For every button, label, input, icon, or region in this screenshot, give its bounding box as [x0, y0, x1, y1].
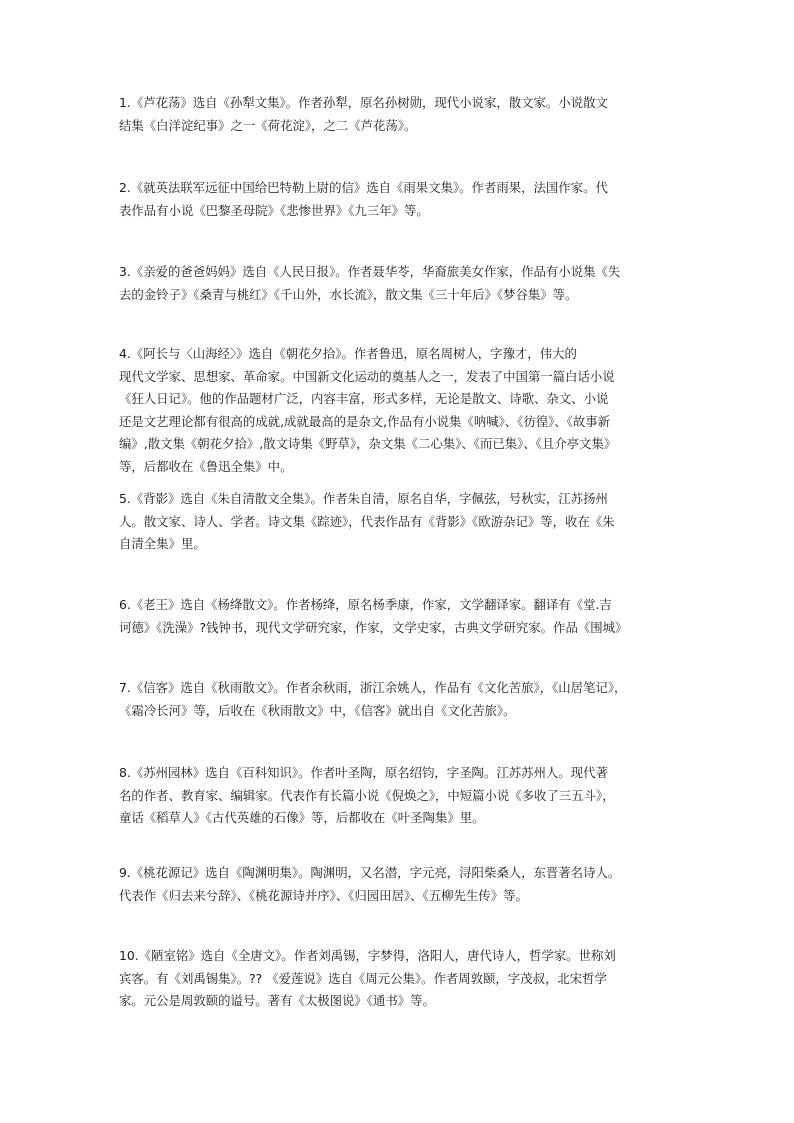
entry-line: 等，后都收在《鲁迅全集》中。 [119, 458, 293, 474]
entry-2 [119, 177, 681, 222]
entry-3 [119, 261, 681, 306]
entry-1 [119, 92, 681, 137]
entry-line: 诃德》《洗澡》?钱钟书，现代文学研究家，作家，文学史家，古典文学研究家。作品《围城》 [119, 619, 628, 635]
entry-line: 10.《陋室铭》选自《全唐文》。作者刘禹锡，字梦得，洛阳人，唐代诗人，哲学家。世称刘 [119, 948, 616, 963]
entry-line: 现代文学家、思想家、革命家。中国新文化运动的奠基人之一，发表了中国第一篇白话小说 [119, 368, 615, 384]
entry-line: 3.《亲爱的爸爸妈妈》选自《人民日报》。作者聂华苓，华裔旅美女作家，作品有小说集《失 [119, 264, 621, 279]
entry-line: 2.《就英法联军远征中国给巴特勒上尉的信》选自《雨果文集》。作者雨果，法国作家。代 [119, 180, 608, 195]
entry-9 [119, 862, 681, 907]
entry-line: 《霜冷长河》等，后收在《秋雨散文》中，《信客》就出自《文化苦旅》。 [119, 702, 516, 718]
entry-line: 编》,散文集《朝花夕拾》,散文诗集《野草》，杂文集《二心集》、《而已集》、《且介亭文集》 [119, 436, 617, 452]
entry-line: 《狂人日记》。他的作品题材广泛，内容丰富，形式多样，无论是散文、诗歌、杂文、小说 [119, 391, 609, 407]
entry-4 [119, 343, 681, 479]
entry-line: 人。散文家、诗人、学者。诗文集《踪迹》，代表作品有《背影》《欧游杂记》等，收在《朱 [119, 513, 615, 529]
entry-line: 童话《稻草人》《古代英雄的石像》等，后都收在《叶圣陶集》里。 [119, 810, 485, 826]
entry-10 [119, 945, 681, 1013]
entry-8 [119, 762, 681, 830]
entry-line: 代表作《归去来兮辞》、《桃花源诗并序》、《归园田居》、《五柳先生传》等。 [119, 887, 528, 903]
entry-line: 6.《老王》选自《杨绛散文》。作者杨绛，原名杨季康，作家，文学翻译家。翻译有《堂.吉 [119, 597, 612, 612]
entry-line: 家。元公是周敦颐的谥号。著有《太极图说》《通书》等。 [119, 993, 435, 1009]
entry-line: 7.《信客》选自《秋雨散文》。作者余秋雨，浙江余姚人，作品有《文化苦旅》，《山居笔记》， [119, 680, 627, 695]
entry-line: 4.《阿长与〈山海经〉》选自《朝花夕拾》。作者鲁迅，原名周树人，字豫才，伟大的 [119, 346, 577, 361]
entry-line: 还是文艺理论都有很高的成就,成就最高的是杂文,作品有小说集《呐喊》、《彷徨》、《故事新 [119, 413, 611, 429]
entry-line: 名的作者、教育家、编辑家。代表作有长篇小说《倪焕之》，中短篇小说《多收了三五斗》， [119, 787, 615, 803]
entry-line: 自清全集》里。 [119, 536, 206, 552]
entry-6 [119, 594, 681, 639]
entry-line: 表作品有小说《巴黎圣母院》《悲惨世界》《九三年》等。 [119, 202, 429, 218]
entry-line: 宾客。有《刘禹锡集》。?? 《爱莲说》选自《周元公集》。作者周敦颐，字茂叔，北宋哲学 [119, 970, 607, 986]
entry-line: 9.《桃花源记》选自《陶渊明集》。陶渊明，又名潜，字元亮，浔阳柴桑人，东晋著名诗人。 [119, 865, 621, 880]
entry-7 [119, 677, 681, 722]
entry-5 [119, 488, 681, 556]
entry-line: 8.《苏州园林》选自《百科知识》。作者叶圣陶，原名绍钧，字圣陶。江苏苏州人。现代著 [119, 765, 608, 780]
entry-line: 1.《芦花荡》选自《孙犁文集》。作者孙犁，原名孙树勋，现代小说家，散文家。小说散文 [119, 95, 608, 110]
entry-line: 5.《背影》选自《朱自清散文全集》。作者朱自清，原名自华，字佩弦，号秋实，江苏扬州 [119, 491, 608, 506]
entry-line: 结集《白洋淀纪事》之一《荷花淀》，之二《芦花荡》。 [119, 117, 417, 133]
entry-line: 去的金铃子》《桑青与桃红》《千山外，水长流》，散文集《三十年后》《梦谷集》等。 [119, 286, 578, 302]
